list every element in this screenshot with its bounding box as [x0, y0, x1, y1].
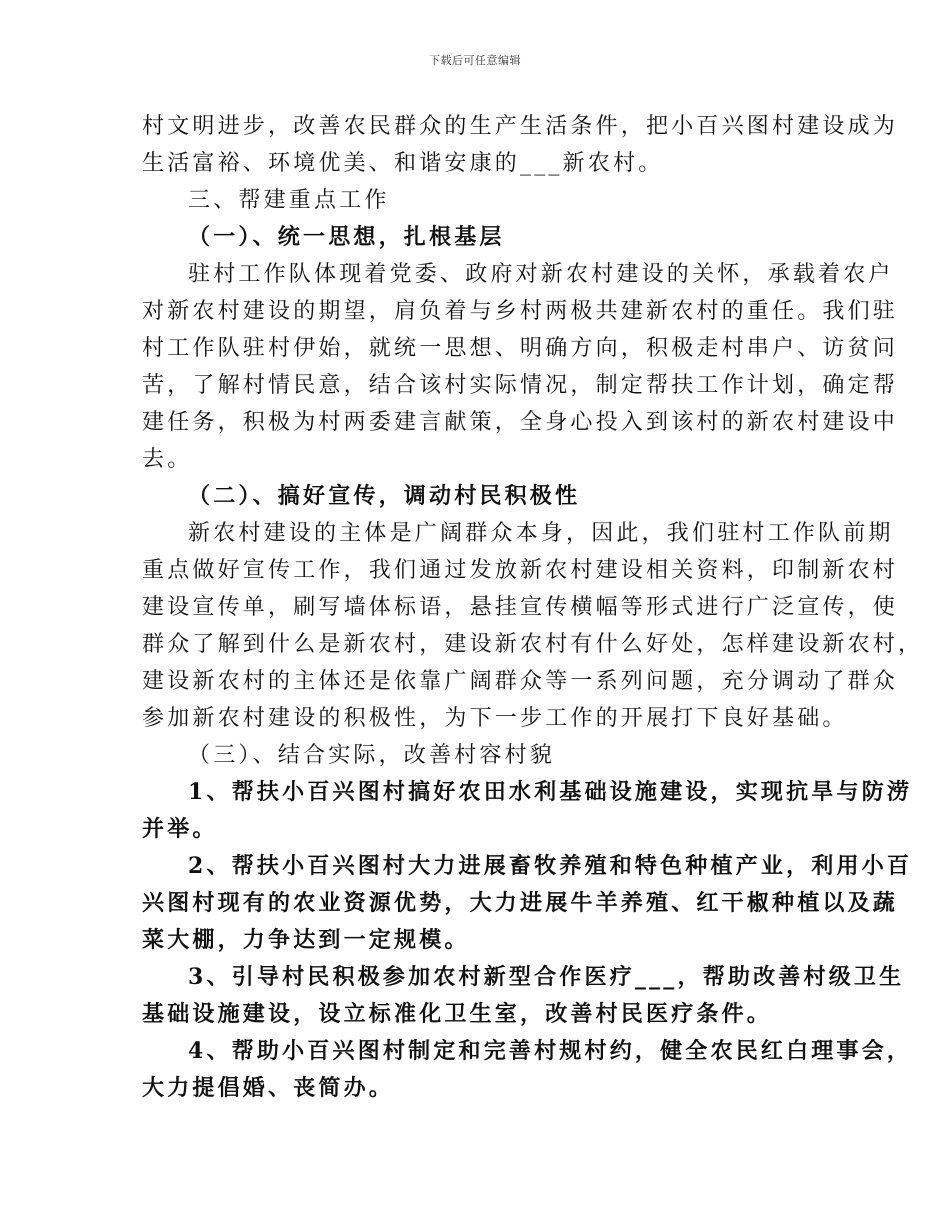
list-item-2: [142, 848, 913, 959]
paragraph-unify-thinking: [142, 256, 899, 478]
text-line: 大力提倡婚、丧简办。: [142, 1075, 395, 1101]
list-item-3: [142, 959, 905, 1033]
text-line: 并举。: [142, 816, 218, 842]
subsection-heading-1: （一）、统一思想，扎根基层: [188, 224, 505, 250]
text-line: 3、引导村民积极参加农村新型合作医疗___，帮助改善村级卫生: [188, 964, 905, 990]
text-line: 2、帮扶小百兴图村大力进展畜牧养殖和特色种植产业，利用小百: [188, 853, 913, 879]
list-item-1: [142, 774, 913, 848]
text-line: 参加新农村建设的积极性，为下一步工作的开展打下良好基础。: [142, 706, 848, 731]
list-item-4: [142, 1033, 913, 1107]
paragraph-intro-continuation: [142, 108, 899, 182]
text-line: 菜大棚，力争达到一定规模。: [142, 927, 470, 953]
text-line: 去。: [142, 447, 193, 472]
text-line: 苦，了解村情民意，结合该村实际情况，制定帮扶工作计划，确定帮: [142, 373, 899, 398]
text-line: 基础设施建设，设立标准化卫生室，改善村民医疗条件。: [142, 1001, 773, 1027]
text-line: 建设宣传单，刷写墙体标语，悬挂宣传横幅等形式进行广泛宣传，使: [142, 595, 899, 620]
text-line: 村文明进步，改善农民群众的生产生活条件，把小百兴图村建设成为: [142, 114, 899, 139]
text-line: 村工作队驻村伊始，就统一思想、明确方向，积极走村串户、访贫问: [142, 336, 899, 361]
text-line: 生活富裕、环境优美、和谐安康的___新农村。: [142, 151, 664, 176]
text-line: 新农村建设的主体是广阔群众本身，因此，我们驻村工作队前期: [188, 521, 894, 546]
document-body: [142, 108, 924, 1107]
text-line: 驻村工作队体现着党委、政府对新农村建设的关怀，承载着农户: [188, 262, 894, 287]
subsection-heading-2: （二）、搞好宣传，调动村民积极性: [188, 483, 581, 509]
section-heading: 三、帮建重点工作: [188, 188, 390, 213]
text-line: 建任务，积极为村两委建言献策，全身心投入到该村的新农村建设中: [142, 410, 899, 435]
text-line: 对新农村建设的期望，肩负着与乡村两极共建新农村的重任。我们驻: [142, 299, 899, 324]
text-line: 兴图村现有的农业资源优势，大力进展牛羊养殖、红干椒种植以及蔬: [142, 890, 899, 916]
text-line: 重点做好宣传工作，我们通过发放新农村建设相关资料，印制新农村: [142, 558, 899, 583]
page-header-note: 下载后可任意编辑: [429, 54, 521, 67]
text-line: 群众了解到什么是新农村，建设新农村有什么好处，怎样建设新农村，: [142, 632, 924, 657]
paragraph-publicity: [142, 515, 924, 737]
subsection-heading-3: （三）、结合实际，改善村容村貌: [188, 743, 556, 768]
text-line: 建设新农村的主体还是依靠广阔群众等一系列问题，充分调动了群众: [142, 669, 899, 694]
text-line: 4、帮助小百兴图村制定和完善村规村约，健全农民红白理事会，: [188, 1038, 913, 1064]
text-line: 1、帮扶小百兴图村搞好农田水利基础设施建设，实现抗旱与防涝: [188, 779, 913, 805]
